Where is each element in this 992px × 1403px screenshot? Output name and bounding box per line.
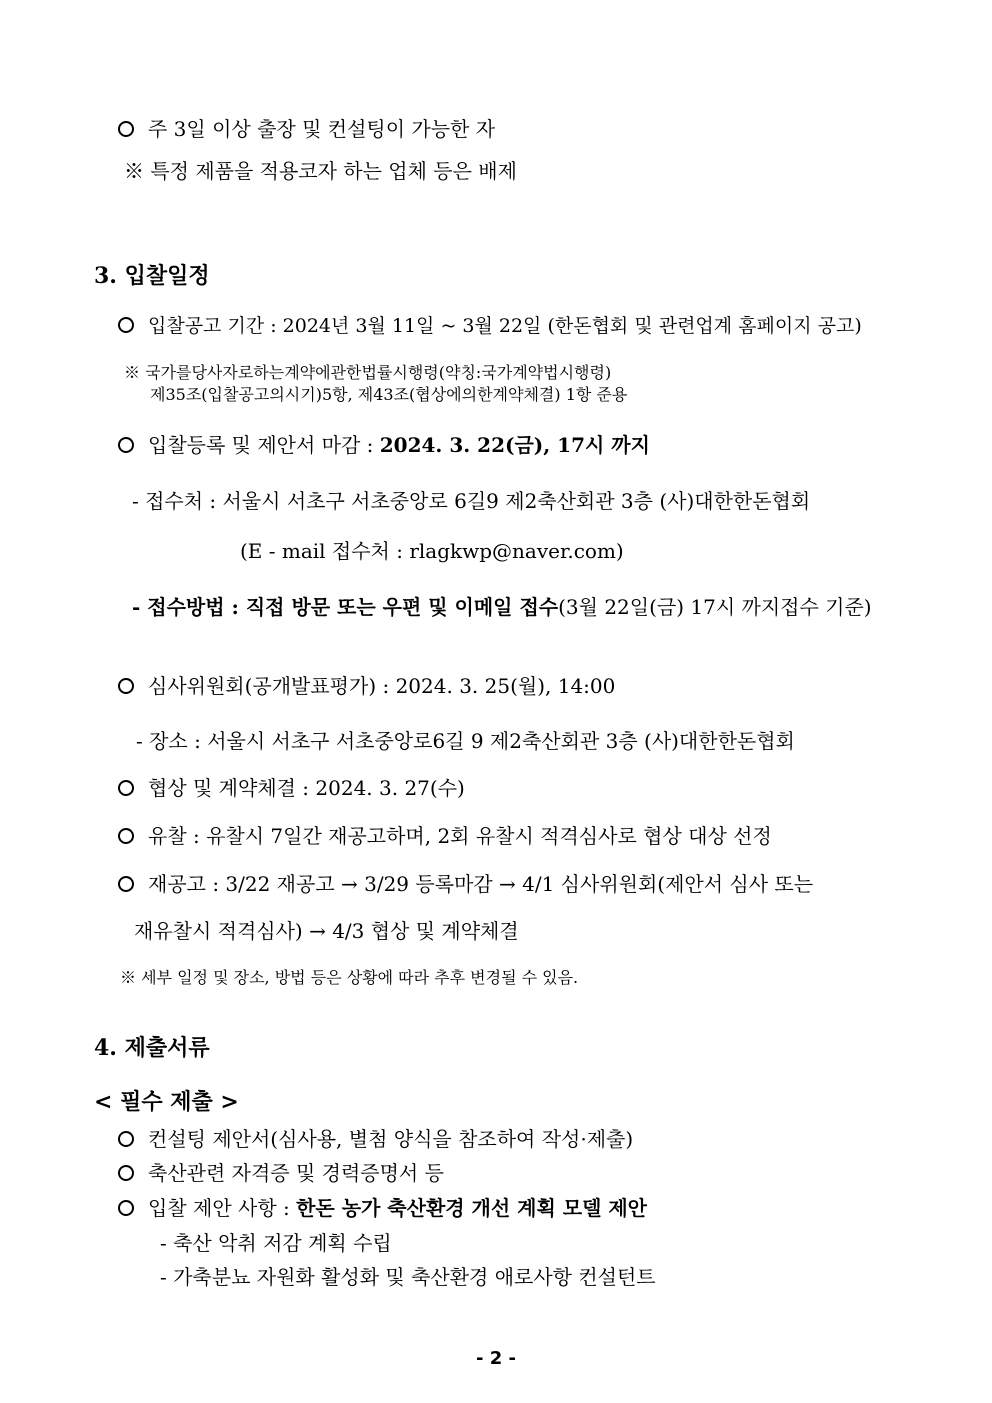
bullet-contract	[118, 775, 465, 801]
receipt-method	[132, 594, 872, 620]
bullet-bid-proposal	[118, 1195, 647, 1221]
circle-bullet-icon	[118, 121, 134, 137]
circle-bullet-icon	[118, 828, 134, 844]
bullet-announcement-period	[118, 313, 862, 339]
law-note-line-2: 제35조(입찰공고의시기)5항, 제43조(협상에의한계약체결) 1항 준용	[150, 385, 628, 404]
deadline-value: 2024. 3. 22(금), 17시 까지	[379, 433, 650, 457]
receipt-email: (E - mail 접수처 : rlagkwp@naver.com)	[240, 539, 624, 563]
bullet-submission-deadline	[118, 432, 650, 458]
bullet-re-announcement	[118, 871, 813, 897]
bid-proposal-label: 입찰 제안 사항 :	[148, 1196, 297, 1220]
page-number: - 2 -	[476, 1348, 516, 1369]
bullet-text: 축산관련 자격증 및 경력증명서 등	[148, 1161, 444, 1185]
required-submission-heading: < 필수 제출 >	[94, 1089, 239, 1115]
bullet-text: 주 3일 이상 출장 및 컨설팅이 가능한 자	[148, 117, 496, 141]
bullet-proposal	[118, 1126, 633, 1152]
receipt-place: - 접수처 : 서울시 서초구 서초중앙로 6길9 제2축산회관 3층 (사)대한한돈협회	[132, 489, 811, 513]
circle-bullet-icon	[118, 1165, 134, 1181]
law-note-line-1: ※ 국가를당사자로하는계약에관한법률시행령(약칭:국가계약법시행령)	[124, 363, 612, 382]
bullet-text: 유찰 : 유찰시 7일간 재공고하며, 2회 유찰시 적격심사로 협상 대상 선정	[148, 824, 772, 848]
bullet-text: 재공고 : 3/22 재공고 → 3/29 등록마감 → 4/1 심사위원회(제안서 심사 또는	[148, 872, 814, 896]
circle-bullet-icon	[118, 437, 134, 453]
circle-bullet-icon	[118, 317, 134, 333]
committee-place: - 장소 : 서울시 서초구 서초중앙로6길 9 제2축산회관 3층 (사)대한한돈협회	[136, 729, 795, 753]
circle-bullet-icon	[118, 1131, 134, 1147]
bid-proposal-value: 한돈 농가 축산환경 개선 계획 모델 제안	[296, 1196, 647, 1220]
sub-item-odor: - 축산 악취 저감 계획 수립	[160, 1231, 392, 1255]
section-4-title: 4. 제출서류	[94, 1035, 210, 1061]
circle-bullet-icon	[118, 780, 134, 796]
deadline-label: 입찰등록 및 제안서 마감 :	[148, 433, 380, 457]
bullet-text: 컨설팅 제안서(심사용, 별첨 양식을 참조하여 작성·제출)	[148, 1127, 634, 1151]
sub-item-manure: - 가축분뇨 자원화 활성화 및 축산환경 애로사항 컨설턴트	[160, 1265, 656, 1289]
bullet-text: 심사위원회(공개발표평가) : 2024. 3. 25(월), 14:00	[148, 674, 616, 698]
circle-bullet-icon	[118, 1200, 134, 1216]
bullet-review-committee	[118, 673, 615, 699]
re-announcement-continued: 재유찰시 적격심사) → 4/3 협상 및 계약체결	[134, 919, 519, 943]
bullet-text: 입찰공고 기간 : 2024년 3월 11일 ~ 3월 22일 (한돈협회 및 관련업계 홈페이지 공고)	[148, 315, 862, 337]
circle-bullet-icon	[118, 876, 134, 892]
bullet-consulting-availability	[118, 116, 495, 142]
exclusion-note: ※ 특정 제품을 적용코자 하는 업체 등은 배제	[124, 159, 517, 183]
bullet-failed-bid	[118, 823, 772, 849]
circle-bullet-icon	[118, 678, 134, 694]
bullet-certificates	[118, 1160, 444, 1186]
bullet-text: 협상 및 계약체결 : 2024. 3. 27(수)	[148, 776, 465, 800]
receipt-method-bold: - 접수방법 : 직접 방문 또는 우편 및 이메일 접수	[132, 595, 559, 619]
receipt-method-detail: (3월 22일(금) 17시 까지접수 기준)	[558, 595, 872, 619]
schedule-change-note: ※ 세부 일정 및 장소, 방법 등은 상황에 따라 추후 변경될 수 있음.	[120, 968, 579, 987]
section-3-title: 3. 입찰일정	[94, 263, 210, 289]
